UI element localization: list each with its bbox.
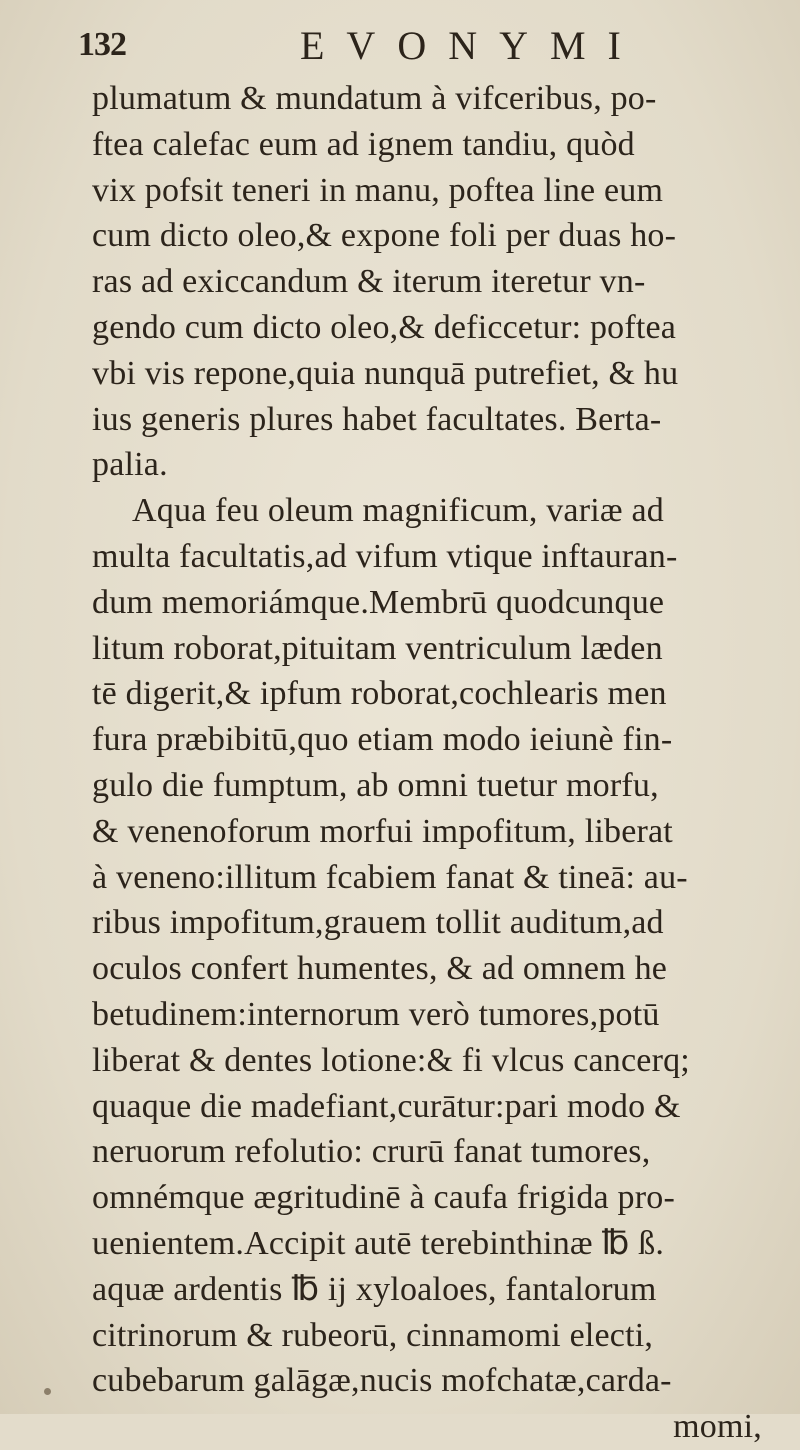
text-line: ftea calefac eum ad ignem tandiu, quòd: [92, 125, 635, 163]
text-line: betudinem:internorum verò tumores,potū: [92, 995, 660, 1033]
catchword-line: momi,: [673, 1408, 762, 1446]
text-line: quaque die madefiant,curātur:pari modo &: [92, 1087, 681, 1125]
body-text: [92, 76, 768, 1450]
text-line: ras ad exiccandum & iterum iteretur vn-: [92, 263, 646, 301]
text-line: omnémque ægritudinē à caufa frigida pro-: [92, 1179, 675, 1217]
paragraph-start-line: Aqua feu oleum magnificum, variæ ad: [132, 492, 664, 530]
text-line: vbi vis repone,quia nunquā putrefiet, & hu: [92, 354, 679, 392]
text-line: ribus impofitum,grauem tollit auditum,ad: [92, 904, 664, 942]
text-line: multa facultatis,ad vifum vtique inftauran-: [92, 537, 678, 575]
text-line: vix pofsit teneri in manu, poftea line eum: [92, 171, 664, 209]
ink-spot: [44, 1388, 51, 1395]
text-line: fura præbibitū,quo etiam modo ieiunè fin-: [92, 721, 673, 759]
page-number: 132: [78, 26, 126, 63]
text-line: litum roborat,pituitam ventriculum læden: [92, 629, 663, 667]
text-line: & venenoforum morfui impofitum, liberat: [92, 812, 673, 850]
text-line: uenientem.Accipit autē terebinthinæ ℔ ß.: [92, 1224, 665, 1262]
text-line: à veneno:illitum fcabiem fanat & tineā: au-: [92, 858, 688, 896]
text-line: tē digerit,& ipfum roborat,cochlearis men: [92, 675, 667, 713]
text-line: gulo die fumptum, ab omni tuetur morfu,: [92, 766, 659, 804]
text-line: liberat & dentes lotione:& fi vlcus cancerq;: [92, 1041, 690, 1079]
text-line: aquæ ardentis ℔ ij xyloaloes, fantalorum: [92, 1270, 657, 1308]
text-line: cubebarum galāgæ,nucis mofchatæ,carda-: [92, 1362, 672, 1400]
text-line: ius generis plures habet facultates. Berta-: [92, 400, 662, 438]
running-head: EVONYMI: [300, 23, 643, 68]
text-line: neruorum refolutio: crurū fanat tumores,: [92, 1133, 651, 1171]
text-line: palia.: [92, 446, 168, 484]
text-line: gendo cum dicto oleo,& deficcetur: poftea: [92, 308, 677, 346]
text-line: cum dicto oleo,& expone foli per duas ho-: [92, 217, 677, 255]
text-line: plumatum & mundatum à vifceribus, po-: [92, 80, 657, 117]
page-header: [78, 18, 740, 74]
text-line: citrinorum & rubeorū, cinnamomi electi,: [92, 1316, 654, 1354]
text-line: dum memoriámque.Membrū quodcunque: [92, 583, 665, 621]
text-line: oculos confert humentes, & ad omnem he: [92, 950, 668, 988]
